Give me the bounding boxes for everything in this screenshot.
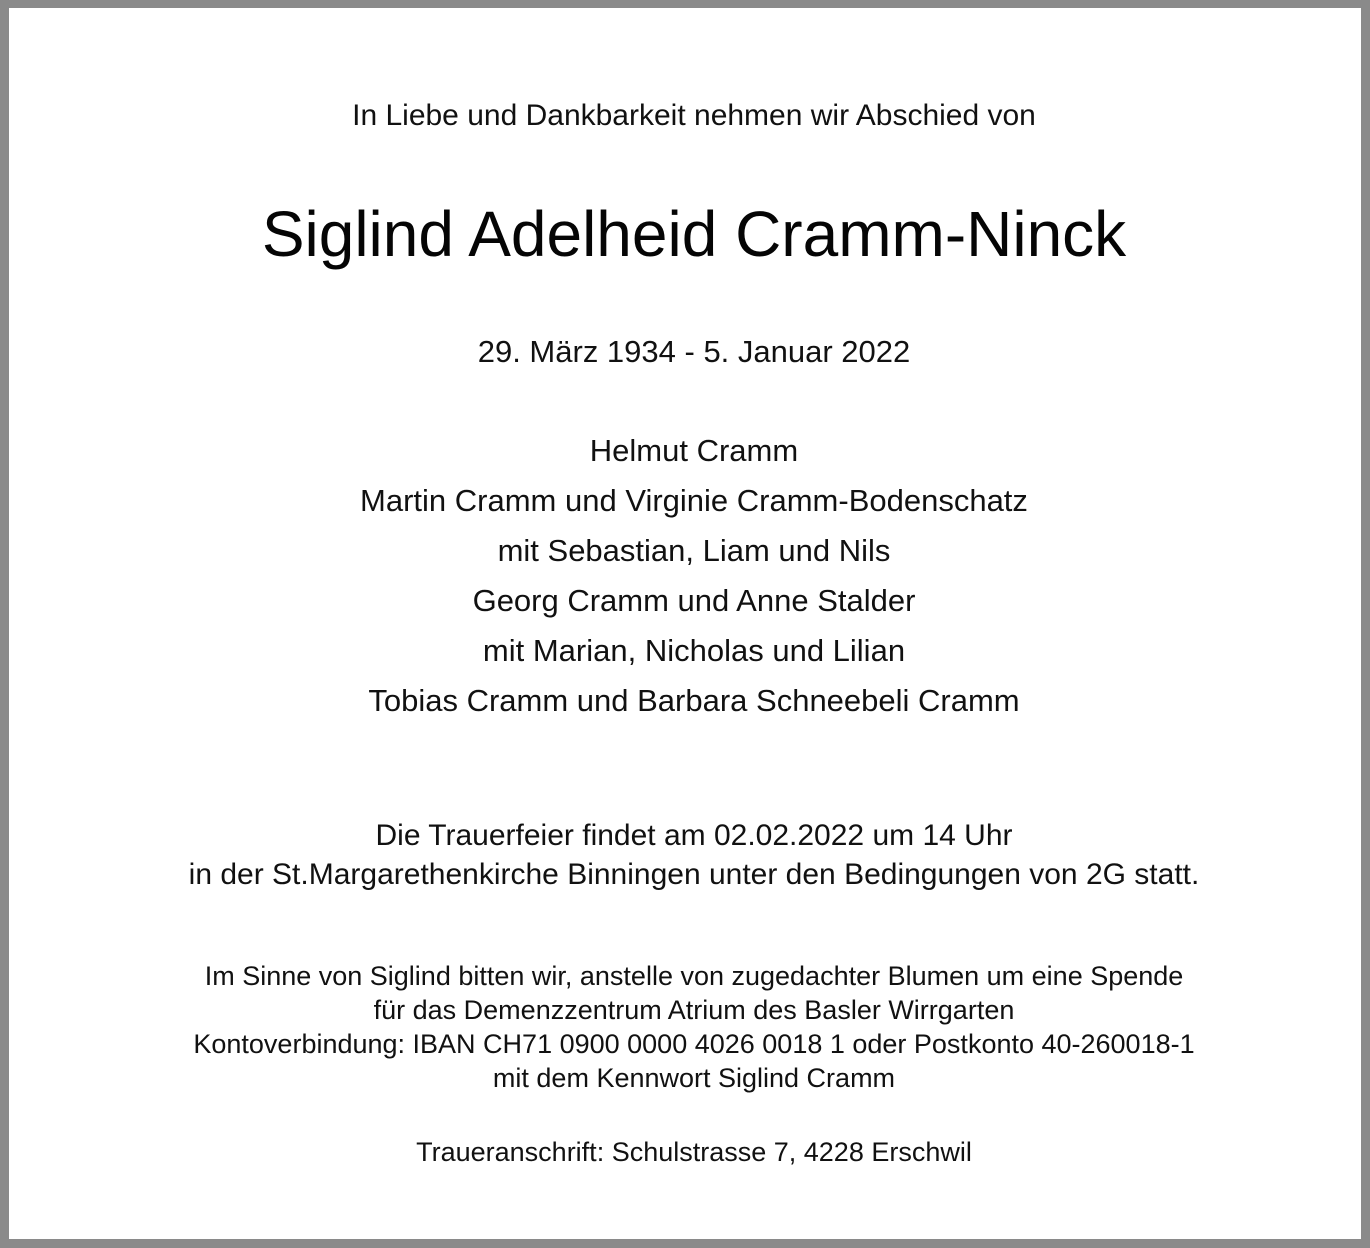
mourner-line: mit Marian, Nicholas und Lilian [482, 633, 906, 668]
mourner-line: Helmut Cramm [589, 433, 799, 468]
life-dates: 29. März 1934 - 5. Januar 2022 [477, 334, 911, 369]
donation-info [9, 959, 1370, 1095]
service-line: Die Trauerfeier findet am 02.02.2022 um 14 Uhr [375, 819, 1013, 852]
mourner-line: Martin Cramm und Virginie Cramm-Bodenschatz [360, 483, 1028, 518]
mourner-line: Georg Cramm und Anne Stalder [472, 583, 916, 618]
donation-line: für das Demenzzentrum Atrium des Basler Wirrgarten [373, 995, 1015, 1025]
donation-line: Im Sinne von Siglind bitten wir, anstelle von zugedachter Blumen um eine Spende [204, 961, 1184, 991]
donation-line: mit dem Kennwort Siglind Cramm [492, 1063, 896, 1093]
donation-line: Kontoverbindung: IBAN CH71 0900 0000 4026 0018 1 oder Postkonto 40-260018-1 [193, 1029, 1195, 1059]
mourner-line: mit Sebastian, Liam und Nils [497, 533, 891, 568]
intro-text: In Liebe und Dankbarkeit nehmen wir Abschied von [352, 99, 1036, 132]
deceased-name: Siglind Adelheid Cramm-Ninck [261, 198, 1127, 270]
mourners-list [9, 426, 1370, 726]
mourner-line: Tobias Cramm und Barbara Schneebeli Cramm [368, 683, 1020, 718]
funeral-service-info [9, 816, 1370, 894]
mourning-address: Traueranschrift: Schulstrasse 7, 4228 Erschwil [416, 1137, 972, 1167]
service-line: in der St.Margarethenkirche Binningen unter den Bedingungen von 2G statt. [188, 858, 1200, 891]
